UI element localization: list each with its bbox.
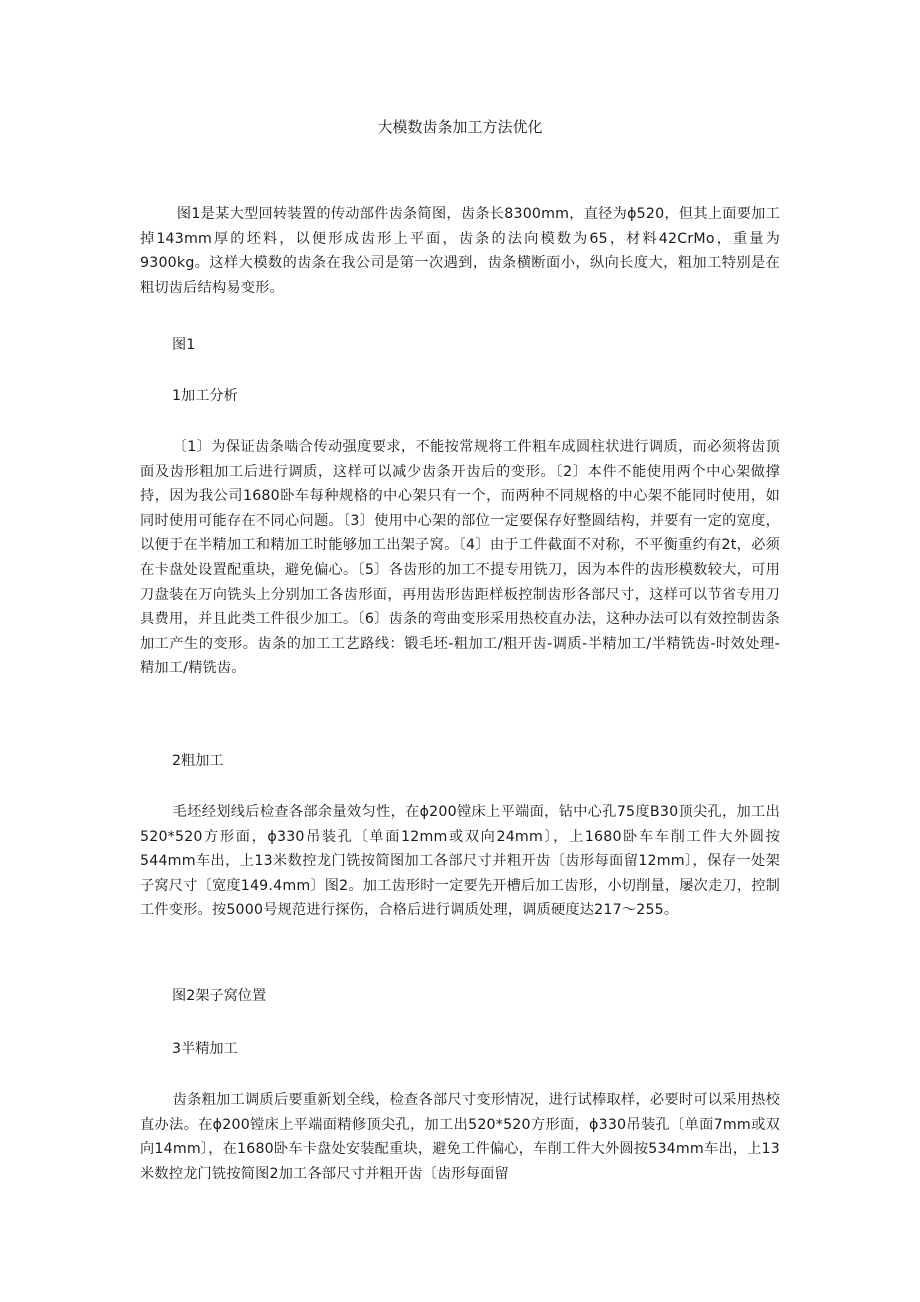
- section-1-heading: 1加工分析: [172, 388, 238, 404]
- document-title: 大模数齿条加工方法优化: [377, 118, 543, 136]
- section-3-paragraph: 齿条粗加工调质后要重新划全线，检查各部尺寸变形情况，进行试棒取样，必要时可以采用热校直办法。在ϕ200镗床上平端面精修顶尖孔，加工出520*520方形面，ϕ330吊装孔〔单面7mm或双向14mm〕，在1680卧车卡盘处安装配重块，避免工件偏心，车削工件大外圆按534mm车出，上13米数控龙门铣按简图2加工各部尺寸并粗开齿〔齿形每面留: [140, 1092, 780, 1182]
- figure-2-caption: 图2架子窝位置: [172, 988, 267, 1004]
- section-3-heading: 3半精加工: [172, 1041, 238, 1057]
- figure-1-caption: 图1: [172, 337, 196, 353]
- section-2-paragraph: 毛坯经划线后检查各部余量效匀性，在ϕ200镗床上平端面，钻中心孔75度B30顶尖孔，加工出520*520方形面，ϕ330吊装孔〔单面12mm或双向24mm〕，上1680卧车车削工件大外圆按544mm车出，上13米数控龙门铣按简图加工各部尺寸并粗开齿〔齿形每面留12mm〕，保存一处架子窝尺寸〔宽度149.4mm〕图2。加工齿形时一定要先开槽后加工齿形，小切削量，屡次走刀，控制工件变形。按5000号规范进行探伤，合格后进行调质处理，调质硬度达217～255。: [140, 804, 780, 919]
- section-2-heading: 2粗加工: [172, 753, 224, 769]
- intro-paragraph: 图1是某大型回转装置的传动部件齿条简图，齿条长8300mm，直径为ϕ520，但其上面要加工掉143mm厚的坯料，以便形成齿形上平面，齿条的法向模数为65，材料42CrMo，重量为9300kg。这样大模数的齿条在我公司是第一次遇到，齿条横断面小，纵向长度大，粗加工特别是在粗切齿后结构易变形。: [140, 206, 780, 296]
- section-1-paragraph: 〔1〕为保证齿条啮合传动强度要求，不能按常规将工件粗车成圆柱状进行调质，而必须将齿顶面及齿形粗加工后进行调质，这样可以减少齿条开齿后的变形。〔2〕本件不能使用两个中心架做撑持，因为我公司1680卧车每种规格的中心架只有一个，而两种不同规格的中心架不能同时使用，如同时使用可能存在不同心问题。〔3〕使用中心架的部位一定要保存好整圆结构，并要有一定的宽度，以便于在半精加工和精加工时能够加工出架子窝。〔4〕由于工件截面不对称，不平衡重约有2t，必须在卡盘处设置配重块，避免偏心。〔5〕各齿形的加工不提专用铣刀，因为本件的齿形模数较大，可用刀盘装在万向铣头上分别加工各齿形面，再用齿形齿距样板控制齿形各部尺寸，这样可以节省专用刀具费用，并且此类工件很少加工。〔6〕齿条的弯曲变形采用热校直办法，这种办法可以有效控制齿条加工产生的变形。齿条的加工工艺路线：锻毛坯-粗加工/粗开齿-调质-半精加工/半精铣齿-时效处理-精加工/精铣齿。: [140, 439, 780, 677]
